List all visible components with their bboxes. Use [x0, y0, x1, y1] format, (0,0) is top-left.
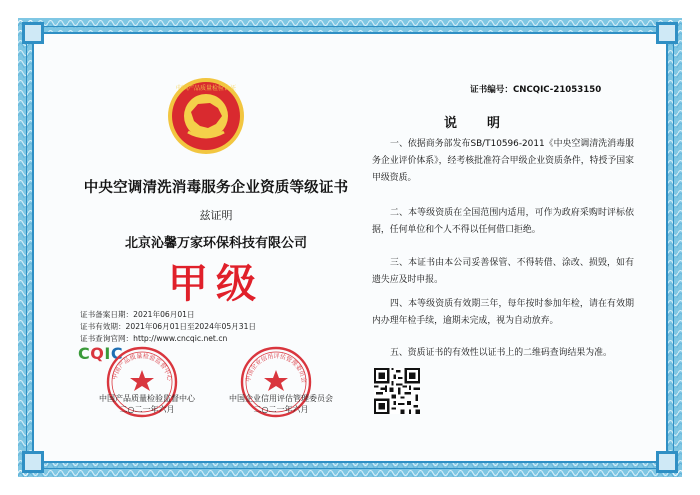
seal-text-right: 中国企业信用评估管理委员会 [244, 352, 308, 384]
record-date: 证书备案日期：2021年06月01日 [80, 310, 195, 319]
certificate-number: 证书编号：CNCQIC-21053150 [470, 85, 602, 95]
signer-org-right: 中国企业信用评估管理委员会 [229, 394, 333, 403]
instruction-item: 二、本等级资质在全国范围内适用，可作为政府采购时评标依据，任何单位和个人不得以任何借口拒绝。 [372, 208, 634, 235]
signer-org-left: 中国产品质量检验监督中心 [99, 394, 195, 403]
instruction-item: 四、本等级资质有效期三年，每年按时参加年检，请在有效期内办理年检手续，逾期未完成，视为自动放弃。 [372, 299, 634, 326]
signer-date-right: 二○二一年六月 [253, 405, 309, 414]
corner-ornament-bl [22, 451, 44, 473]
certificate-title: 中央空调清洗消毒服务企业资质等级证书 [83, 180, 349, 196]
corner-ornament-br [656, 451, 678, 473]
company-name: 北京沁馨万家环保科技有限公司 [124, 236, 307, 251]
grade-level: 甲级 [168, 260, 264, 307]
certify-label: 兹证明 [199, 209, 233, 222]
validity-period: 证书有效期：2021年06月01日至2024年05月31日 [80, 322, 257, 331]
instructions-heading: 说明 [444, 116, 531, 131]
qr-code[interactable] [374, 368, 420, 414]
instruction-item: 三、本证书由本公司妥善保管、不得转借、涂改、损毁，如有遗失应及时申报。 [372, 258, 634, 285]
emblem-logo [166, 76, 246, 156]
signer-date-left: 二○二一年六月 [119, 405, 175, 414]
instruction-item: 一、依据商务部发布SB/T10596-2011《中央空调清洗消毒服务企业评价体系》，经考核批准符合甲级企业资质条件，特授予国家甲级资质。 [372, 139, 634, 183]
corner-ornament-tr [656, 22, 678, 44]
cqic-logo: CQIC [78, 344, 124, 363]
seal-text-left: 中国产品质量检验监督中心 [111, 352, 173, 382]
corner-ornament-tl [22, 22, 44, 44]
lookup-website: 证书查询官网：http://www.cncqic.net.cn [80, 334, 228, 343]
emblem-text: 中国产品质量检验认证 [175, 85, 237, 92]
instruction-item: 五、资质证书的有效性以证书上的二维码查询结果为准。 [390, 348, 612, 358]
